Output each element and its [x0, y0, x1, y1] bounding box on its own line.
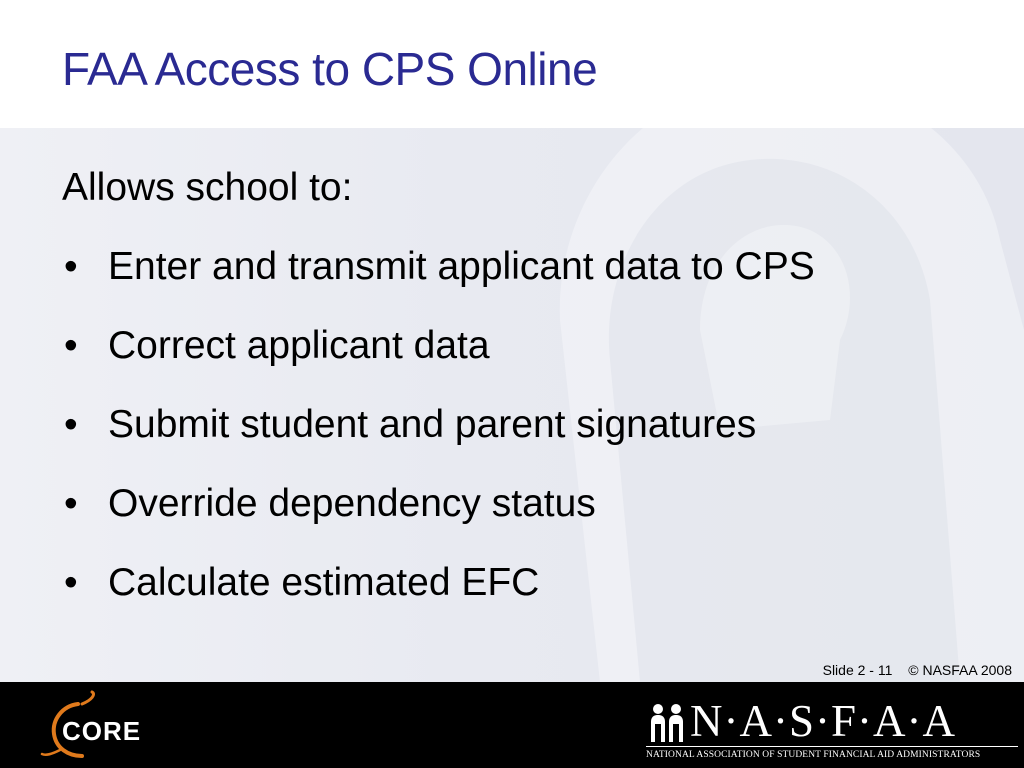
- bullet-text: Correct applicant data: [108, 324, 490, 367]
- intro-text: Allows school to:: [62, 166, 353, 209]
- bullet-dot-icon: •: [64, 403, 78, 446]
- slide-footer-info: [823, 662, 1012, 678]
- bullet-dot-icon: •: [64, 561, 78, 604]
- bullet-item: [62, 321, 962, 371]
- nasfaa-divider: [646, 746, 1018, 747]
- nasfaa-wordmark: N·A·S·F·A·A: [690, 696, 956, 746]
- body-text: [62, 163, 962, 637]
- bullet-item: [62, 400, 962, 450]
- nasfaa-emblem-icon: [646, 700, 688, 744]
- bullet-dot-icon: •: [64, 324, 78, 367]
- bullet-text: Calculate estimated EFC: [108, 561, 540, 604]
- bullet-list: [62, 242, 962, 608]
- bullet-item: [62, 479, 962, 529]
- slide-title: FAA Access to CPS Online: [62, 43, 598, 95]
- core-logo-text: CORE: [62, 716, 142, 746]
- bullet-text: Override dependency status: [108, 482, 596, 525]
- nasfaa-tagline: NATIONAL ASSOCIATION OF STUDENT FINANCIAL AID ADMINISTRATORS: [646, 750, 981, 760]
- bullet-dot-icon: •: [64, 482, 78, 525]
- copyright-text: © NASFAA 2008: [908, 662, 1012, 678]
- bullet-text: Enter and transmit applicant data to CPS: [108, 245, 815, 288]
- bullet-item: [62, 242, 962, 292]
- bullet-item: [62, 558, 962, 608]
- slide-number: Slide 2 - 11: [822, 662, 893, 678]
- bullet-dot-icon: •: [64, 245, 78, 288]
- bullet-text: Submit student and parent signatures: [108, 403, 757, 446]
